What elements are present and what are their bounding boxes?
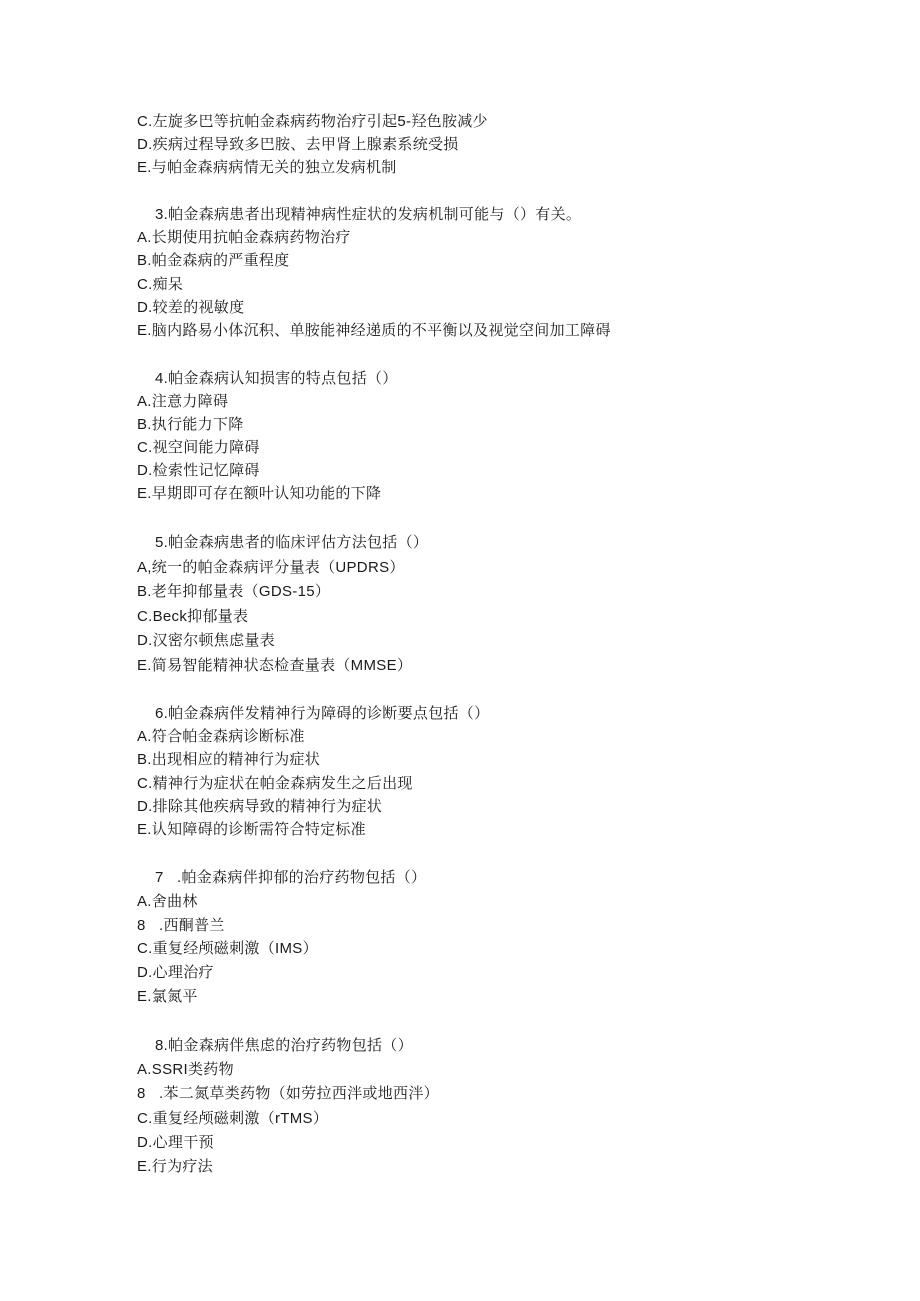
option-item: A.长期使用抗帕金森病药物治疗 bbox=[137, 229, 351, 247]
option-item: C.重复经颅磁刺激（rTMS） bbox=[137, 1109, 329, 1127]
option-item: C.左旋多巴等抗帕金森病药物治疗引起5-羟色胺减少 bbox=[137, 113, 488, 130]
option-item: C.精神行为症状在帕金森病发生之后出现 bbox=[137, 774, 413, 792]
option-item: 8 .西酮普兰 bbox=[137, 916, 225, 934]
option-item: E.脑内路易小体沉积、单胺能神经递质的不平衡以及视觉空间加工障碍 bbox=[137, 322, 611, 340]
option-item: C.重复经颅磁刺激（IMS） bbox=[137, 940, 318, 958]
question-6 bbox=[137, 702, 877, 841]
option-item: B.帕金森病的严重程度 bbox=[137, 252, 290, 270]
option-item: E.认知障碍的诊断需符合特定标准 bbox=[137, 821, 366, 839]
option-item: D.汉密尔顿焦虑量表 bbox=[137, 632, 276, 649]
question-stem: 7 .帕金森病伴抑郁的治疗药物包括（） bbox=[155, 869, 427, 886]
option-item: A.注意力障碍 bbox=[137, 393, 229, 410]
option-item: B.出现相应的精神行为症状 bbox=[137, 751, 321, 769]
option-item: C.视空间能力障碍 bbox=[137, 439, 260, 456]
option-item: B.老年抑郁量表（GDS-15） bbox=[137, 583, 331, 600]
option-item: E.与帕金森病病情无关的独立发病机制 bbox=[137, 159, 397, 176]
option-item: D.心理治疗 bbox=[137, 964, 214, 982]
question-stem: 3.帕金森病患者出现精神病性症状的发病机制可能与（）有关。 bbox=[155, 206, 582, 223]
option-item: E.早期即可存在额叶认知功能的下降 bbox=[137, 485, 382, 502]
option-item: D.疾病过程导致多巴胺、去甲肾上腺素系统受损 bbox=[137, 136, 459, 153]
question-stem: 4.帕金森病认知损害的特点包括（） bbox=[155, 370, 398, 387]
option-item: C.Beck抑郁量表 bbox=[137, 607, 249, 625]
option-item: D.心理干预 bbox=[137, 1133, 214, 1151]
question-4 bbox=[137, 367, 877, 505]
question-stem: 8.帕金森病伴焦虑的治疗药物包括（） bbox=[155, 1037, 413, 1054]
question-stem: 6.帕金森病伴发精神行为障碍的诊断要点包括（） bbox=[155, 705, 490, 722]
question-continuation bbox=[137, 110, 877, 179]
question-7 bbox=[137, 866, 877, 1009]
option-item: E.简易智能精神状态检查量表（MMSE） bbox=[137, 656, 413, 674]
option-item: D.排除其他疾病导致的精神行为症状 bbox=[137, 797, 383, 815]
option-item: A.舍曲林 bbox=[137, 892, 198, 910]
option-item: D.较差的视敏度 bbox=[137, 298, 245, 316]
option-item: A.SSRI类药物 bbox=[137, 1061, 234, 1079]
option-item: C.痴呆 bbox=[137, 275, 184, 293]
question-stem: 5.帕金森病患者的临床评估方法包括（） bbox=[155, 534, 429, 551]
question-5 bbox=[137, 531, 877, 678]
option-item: E.氯氮平 bbox=[137, 987, 198, 1005]
option-item: E.行为疗法 bbox=[137, 1158, 213, 1176]
option-item: A.符合帕金森病诊断标准 bbox=[137, 728, 305, 746]
question-8 bbox=[137, 1034, 877, 1179]
option-item: B.执行能力下降 bbox=[137, 416, 244, 433]
question-3 bbox=[137, 203, 877, 342]
option-item: 8 .苯二氮草类药物（如劳拉西泮或地西泮） bbox=[137, 1085, 439, 1103]
option-item: D.检索性记忆障碍 bbox=[137, 462, 260, 479]
option-item: A,统一的帕金森病评分量表（UPDRS） bbox=[137, 558, 405, 576]
